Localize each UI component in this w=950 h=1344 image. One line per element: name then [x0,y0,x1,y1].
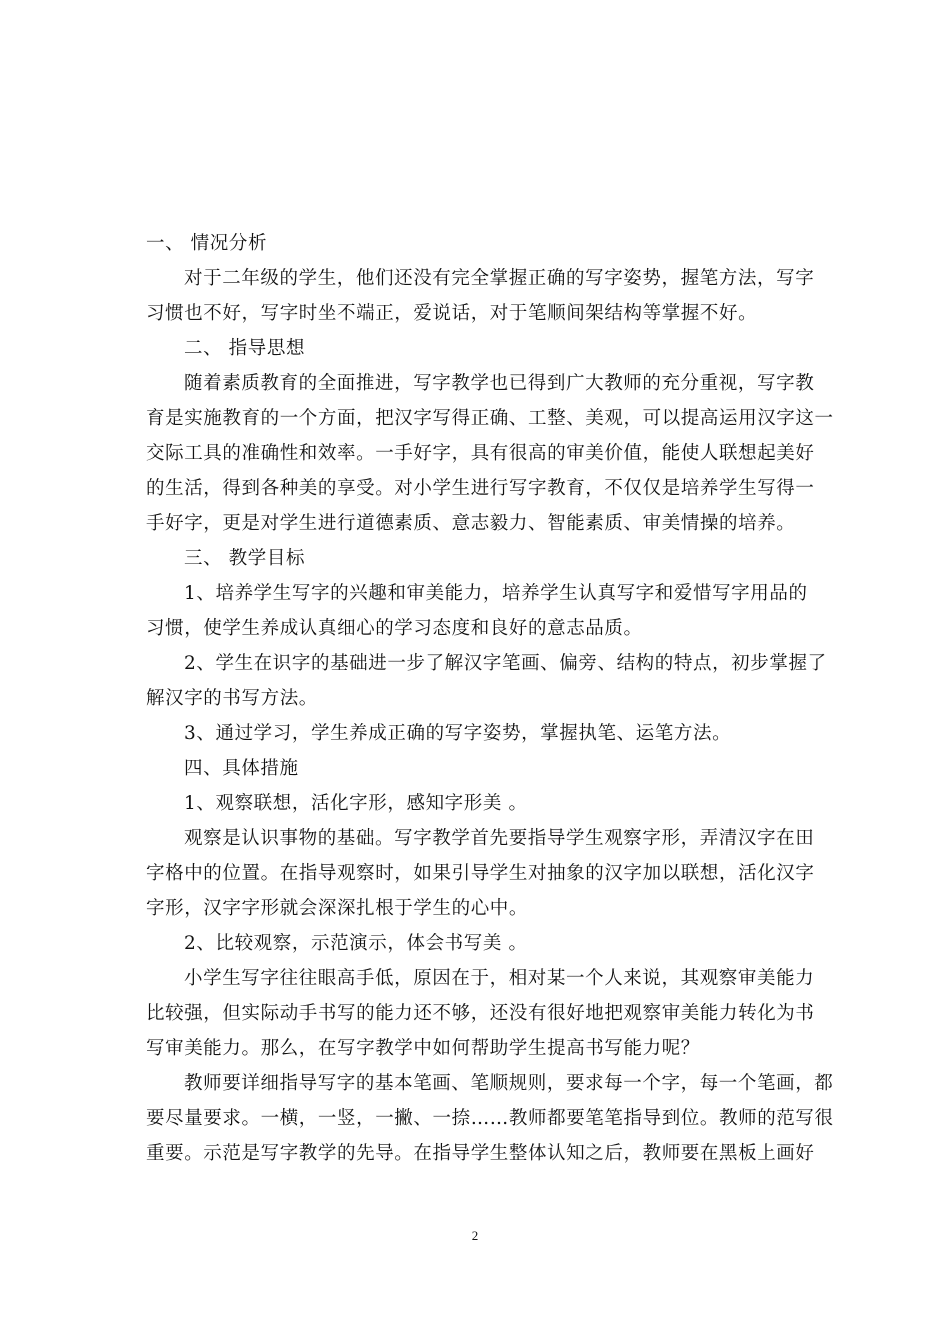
paragraph-line: 要尽量要求。一横，一竖，一撇、一捺……教师都要笔笔指导到位。教师的范写很 [146,1108,834,1129]
paragraph [146,1066,834,1171]
page-number: 2 [471,1228,479,1243]
paragraph-line: 随着素质教育的全面推进，写字教学也已得到广大教师的充分重视，写字教 [184,373,815,394]
section-heading: 四、具体措施 [184,758,299,779]
paragraph-line: 字形，汉字字形就会深深扎根于学生的心中。 [146,898,529,919]
paragraph [146,646,827,716]
paragraph-line: 习惯也不好，写字时坐不端正，爱说话，对于笔顺间架结构等掌握不好。 [146,303,758,324]
document-body [146,226,834,1171]
section-heading: 一、 情况分析 [146,233,268,254]
paragraph-line: 1、培养学生写字的兴趣和审美能力，培养学生认真写字和爱惜写字用品的 [184,583,808,604]
paragraph-line: 字格中的位置。在指导观察时，如果引导学生对抽象的汉字加以联想，活化汉字 [146,863,815,884]
paragraph-line: 解汉字的书写方法。 [146,688,318,709]
paragraph-line: 对于二年级的学生，他们还没有完全掌握正确的写字姿势，握笔方法，写字 [184,268,815,289]
paragraph [146,961,815,1066]
paragraph-line: 2、比较观察，示范演示，体会书写美 。 [184,933,528,954]
paragraph-line: 1、观察联想，活化字形，感知字形美 。 [184,793,528,814]
paragraph-line: 小学生写字往往眼高手低，原因在于，相对某一个人来说，其观察审美能力 [184,968,815,989]
paragraph-line: 的生活，得到各种美的享受。对小学生进行写字教育，不仅仅是培养学生写得一 [146,478,815,499]
paragraph [146,366,834,541]
paragraph [146,261,815,331]
paragraph-line: 写审美能力。那么，在写字教学中如何帮助学生提高书写能力呢？ [146,1038,700,1059]
paragraph-line: 习惯，使学生养成认真细心的学习态度和良好的意志品质。 [146,618,643,639]
paragraph [146,576,808,646]
paragraph [146,821,815,926]
paragraph-line: 交际工具的准确性和效率。一手好字，具有很高的审美价值，能使人联想起美好 [146,443,815,464]
paragraph-line: 3、通过学习，学生养成正确的写字姿势，掌握执笔、运笔方法。 [184,723,732,744]
paragraph-line: 观察是认识事物的基础。写字教学首先要指导学生观察字形，弄清汉字在田 [184,828,815,849]
paragraph [146,926,808,961]
paragraph-line: 育是实施教育的一个方面，把汉字写得正确、工整、美观，可以提高运用汉字这一 [146,408,834,429]
paragraph-line: 重要。示范是写字教学的先导。在指导学生整体认知之后，教师要在黑板上画好 [146,1143,815,1164]
section-heading: 二、 指导思想 [184,338,306,359]
paragraph [146,786,808,821]
paragraph [146,716,808,751]
paragraph-line: 2、学生在识字的基础进一步了解汉字笔画、偏旁、结构的特点，初步掌握了 [184,653,827,674]
paragraph-line: 比较强，但实际动手书写的能力还不够，还没有很好地把观察审美能力转化为书 [146,1003,815,1024]
paragraph-line: 手好字，更是对学生进行道德素质、意志毅力、智能素质、审美情操的培养。 [146,513,796,534]
paragraph-line: 教师要详细指导写字的基本笔画、笔顺规则，要求每一个字，每一个笔画，都 [184,1073,834,1094]
section-heading: 三、 教学目标 [184,548,306,569]
